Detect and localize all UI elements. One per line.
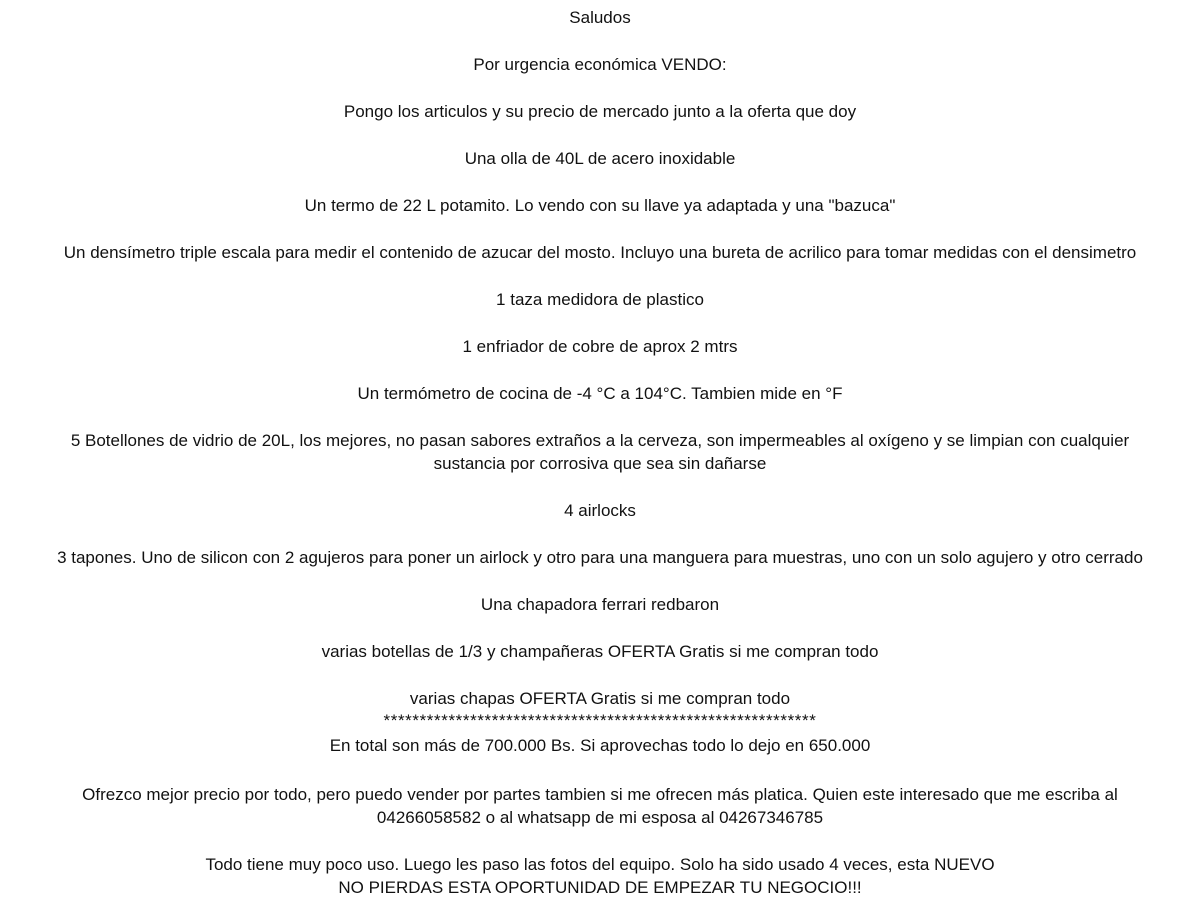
item-botellas: varias botellas de 1/3 y champañeras OFERTA Gratis si me compran todo bbox=[321, 642, 879, 661]
intro-text: Por urgencia económica VENDO: bbox=[473, 55, 727, 74]
greeting-text: Saludos bbox=[569, 8, 631, 27]
separator-line: ************************************************************ bbox=[383, 711, 817, 730]
item-taza: 1 taza medidora de plastico bbox=[496, 290, 704, 309]
item-termometro: Un termómetro de cocina de -4 °C a 104°C. Tambien mide en °F bbox=[357, 384, 843, 403]
item-densimetro: Un densímetro triple escala para medir el contenido de azucar del mosto. Incluyo una bureta de acrilico para tomar medidas con el densimetro bbox=[63, 243, 1137, 262]
subtitle-text: Pongo los articulos y su precio de mercado junto a la oferta que doy bbox=[343, 102, 857, 121]
item-tapones: 3 tapones. Uno de silicon con 2 agujeros para poner un airlock y otro para una manguera para muestras, uno con un solo agujero y otro cerrado bbox=[57, 548, 1143, 567]
item-botellones-cont: sustancia por corrosiva que sea sin dañarse bbox=[433, 454, 767, 473]
item-termo: Un termo de 22 L potamito. Lo vendo con su llave ya adaptada y una "bazuca" bbox=[304, 196, 896, 215]
item-enfriador: 1 enfriador de cobre de aprox 2 mtrs bbox=[462, 337, 738, 356]
closing-text-line2: NO PIERDAS ESTA OPORTUNIDAD DE EMPEZAR TU NEGOCIO!!! bbox=[338, 878, 862, 897]
total-text: En total son más de 700.000 Bs. Si aprovechas todo lo dejo en 650.000 bbox=[329, 736, 871, 755]
item-botellones: 5 Botellones de vidrio de 20L, los mejores, no pasan sabores extraños a la cerveza, son impermeables al oxígeno y se limpian con cualquier bbox=[70, 431, 1130, 450]
item-airlocks: 4 airlocks bbox=[564, 501, 636, 520]
item-chapas: varias chapas OFERTA Gratis si me compran todo bbox=[409, 689, 791, 708]
item-chapadora: Una chapadora ferrari redbaron bbox=[480, 595, 720, 614]
offer-text-line1: Ofrezco mejor precio por todo, pero puedo vender por partes tambien si me ofrecen más platica. Quien este interesado que me escriba al bbox=[82, 785, 1118, 804]
item-olla: Una olla de 40L de acero inoxidable bbox=[464, 149, 736, 168]
closing-text-line1: Todo tiene muy poco uso. Luego les paso las fotos del equipo. Solo ha sido usado 4 veces, esta NUEVO bbox=[205, 855, 995, 874]
offer-text-line2: 04266058582 o al whatsapp de mi esposa al 04267346785 bbox=[376, 808, 824, 827]
